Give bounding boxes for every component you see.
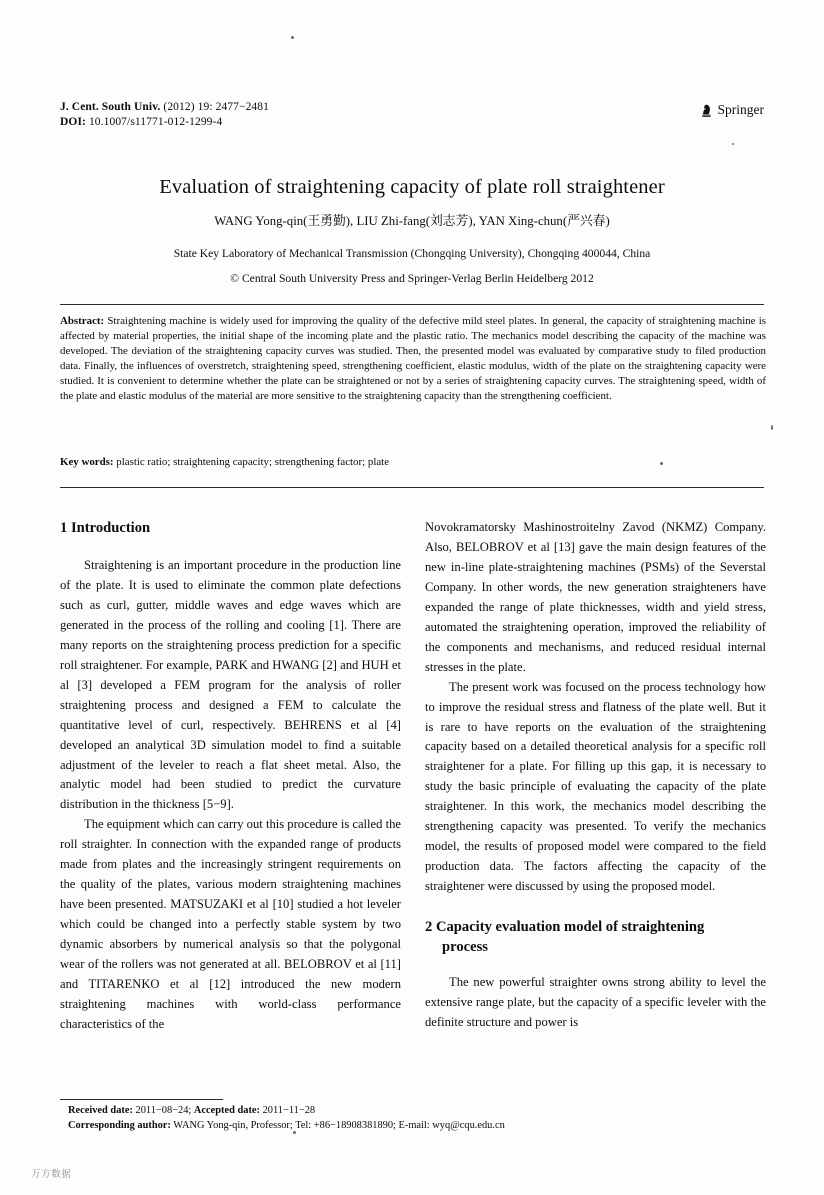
footnote-dates <box>68 1104 768 1119</box>
abstract-label: Abstract: <box>60 315 105 327</box>
journal-volume-pages: (2012) 19: 2477−2481 <box>160 101 269 113</box>
paragraph: The present work was focused on the process technology how to improve the residual stress and flatness of the plate well. But it is rare to have reports on the evaluation of the straightening capacity based on a detailed theoretical analysis for a specific roll straightener for a plate. For filling up this gap, it is necessary to study the basic principle of evaluating the capacity of the plate straightener. In this work, the mechanics model describing the strengthening capacity was presented. To verify the mechanics model, the results of proposed model were compared to the field production data. The factors affecting the capacity of the straightener were discussed by using the proposed model. <box>425 679 766 894</box>
doi-line <box>60 115 269 130</box>
page-title: Evaluation of straightening capacity of plate roll straightener <box>159 175 665 198</box>
body-columns <box>60 518 766 1086</box>
footnote-divider <box>60 1099 223 1100</box>
abstract-block <box>60 314 766 405</box>
keywords-text: plastic ratio; straightening capacity; strengthening factor; plate <box>113 456 390 468</box>
received-date-value: 2011−08−24; <box>132 1105 194 1116</box>
springer-knight-icon <box>699 103 714 118</box>
journal-citation-line <box>60 100 269 115</box>
footnote-block <box>68 1104 768 1133</box>
corresponding-author-label: Corresponding author: <box>68 1119 171 1131</box>
scan-speck <box>293 1131 296 1134</box>
paragraph: Novokramatorsky Mashinostroitelny Zavod (NKMZ) Company. Also, BELOBROV et al [13] gave the main design features of the new in-line plate-straightening machines (PSMs) of the Severstal Company. In other words, the new generation straighteners have expanded the range of plate thicknesses, width and yield stress, automated the straightening operation, improved the reliability of the components and mechanisms, and reduced residual internal stresses in the plate. <box>425 520 766 674</box>
paragraph: The equipment which can carry out this procedure is called the roll straighter. In connection with the expanded range of products made from plates and the increasingly stringent requirements on the quality of the plates, various modern straightening machines have been presented. MATSUZAKI et al [10] studied a hot leveler which could be changed into a perfectly stable system by two dynamic absorbers by numerical analysis so that the polygonal wear of the rollers was not generated at all. BELOBROV et al [11] and TITARENKO et al [12] introduced the new modern straightening machines with world-class performance characteristics of the <box>60 817 401 1031</box>
springer-logo <box>699 102 765 118</box>
keywords-label: Key words: <box>60 456 114 468</box>
affiliation: State Key Laboratory of Mechanical Transmission (Chongqing University), Chongqing 400044, China <box>173 247 651 260</box>
section-heading-line2: process <box>442 939 488 956</box>
divider-above-abstract <box>60 304 764 305</box>
right-column <box>425 518 766 1086</box>
scan-speck <box>771 425 773 430</box>
received-date-label: Received date: <box>68 1105 133 1116</box>
scan-speck <box>732 143 734 145</box>
accepted-date-label: Accepted date: <box>193 1105 260 1116</box>
doi-label: DOI: <box>60 116 86 128</box>
corresponding-author-value: WANG Yong-qin, Professor; Tel: +86−18908381890; E-mail: wyq@cqu.edu.cn <box>170 1119 505 1131</box>
journal-name: J. Cent. South Univ. <box>60 101 161 113</box>
springer-wordmark: Springer <box>717 102 764 117</box>
footnote-corresponding-author <box>68 1119 768 1134</box>
section-heading-line1: 2 Capacity evaluation model of straightening <box>425 919 705 936</box>
accepted-date-value: 2011−11−28 <box>259 1105 316 1116</box>
section-heading-capacity-evaluation-model <box>425 917 766 957</box>
abstract-text: Straightening machine is widely used for improving the quality of the defective mild steel plates. In general, the capacity of straightening machine is affected by material properties, the initial shape of the incoming plate and the plastic ratio. The mechanics model describing the capacity of the machine was developed. The deviation of the straightening capacity curves was studied. Then, the presented model was evaluated by comparative study to filed production data. Finally, the influences of overstretch, straightening speed, strengthening coefficient, elastic modulus, width of the plate on the straightening capacity were studied. It is convenient to determine whether the plate can be straightened or not by a series of straightening capacity curves. The straightening speed, width of the plate and elastic modulus of the material are more sensitive to the straightening capacity than the strengthening coefficient. <box>60 315 766 403</box>
section-heading-introduction: 1 Introduction <box>60 520 151 536</box>
left-column <box>60 518 401 1086</box>
paragraph: The new powerful straighter owns strong ability to level the extensive range plate, but the capacity of a specific leveler with the definite structure and power is <box>425 975 766 1030</box>
scan-speck <box>660 462 663 465</box>
copyright-line: © Central South University Press and Springer-Verlag Berlin Heidelberg 2012 <box>230 272 594 285</box>
wanfang-watermark: 万方数据 <box>31 1169 72 1180</box>
scan-speck <box>291 36 294 39</box>
paragraph: Straightening is an important procedure in the production line of the plate. It is used to eliminate the common plate defections such as curl, gutter, middle waves and edge waves which are generated in the process of the rolling and cooling [1]. There are many reports on the straightening process prediction for a specific roll straightener. For example, PARK and HWANG [2] and HUH et al [3] developed a FEM program for the analysis of roller straightening process and designed a FEM to calculate the quantitative level of curl, respectively. BEHRENS et al [4] developed an analytical 3D simulation model to find a suitable adjustment of the leveler to reach a flat sheet metal. Also, the analytic model had been studied to predict the curvature distribution in the thickness [5−9]. <box>60 558 401 812</box>
doi-value: 10.1007/s11771-012-1299-4 <box>85 116 223 128</box>
author-list: WANG Yong-qin(王勇勤), LIU Zhi-fang(刘志芳), YAN Xing-chun(严兴春) <box>214 214 610 228</box>
journal-reference <box>60 100 269 130</box>
journal-header <box>60 100 764 130</box>
divider-below-keywords <box>60 487 764 488</box>
